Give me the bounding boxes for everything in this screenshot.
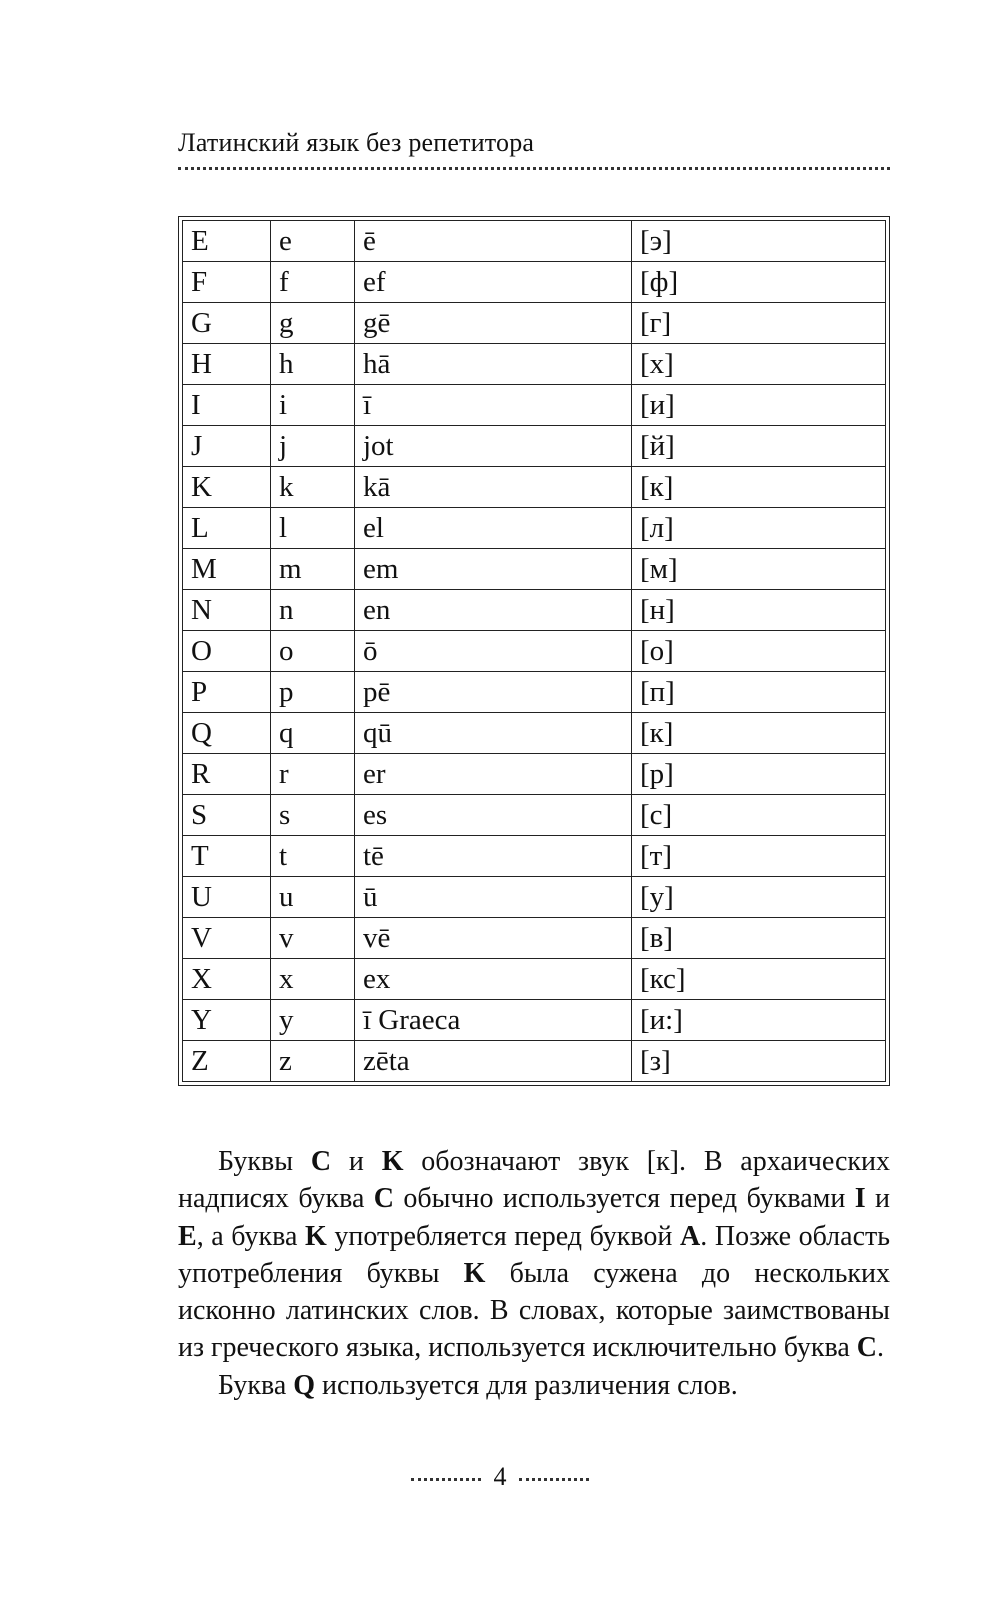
uppercase-cell: M (183, 549, 271, 590)
table-row (183, 344, 886, 385)
letter-name-cell: ī Graeca (355, 1000, 632, 1041)
pronunciation-cell: [х] (632, 344, 886, 385)
text-run: была сужена до нескольких исконно латинских слов. В словах, которые заимствованы из греческого языка, используется исключительно буква (178, 1257, 891, 1364)
lowercase-cell: n (271, 590, 355, 631)
pronunciation-cell: [й] (632, 426, 886, 467)
table-row (183, 385, 886, 426)
text-run: и (331, 1146, 382, 1177)
paragraph (178, 1367, 890, 1404)
letter-name-cell: pē (355, 672, 632, 713)
paragraph (178, 1143, 890, 1367)
letter-name-cell: es (355, 795, 632, 836)
pronunciation-cell: [с] (632, 795, 886, 836)
letter-name-cell: ī (355, 385, 632, 426)
letter-name-cell: ū (355, 877, 632, 918)
uppercase-cell: P (183, 672, 271, 713)
footer-dots-right (519, 1478, 589, 1481)
uppercase-cell: X (183, 959, 271, 1000)
text-run: и (865, 1183, 890, 1215)
pronunciation-cell: [л] (632, 508, 886, 549)
uppercase-cell: V (183, 918, 271, 959)
table-row (183, 467, 886, 508)
letter-name-cell: er (355, 754, 632, 795)
pronunciation-cell: [к] (632, 467, 886, 508)
text-run: . Позже область употребления буквы (178, 1220, 891, 1289)
uppercase-cell: S (183, 795, 271, 836)
lowercase-cell: q (271, 713, 355, 754)
pronunciation-cell: [э] (632, 221, 886, 262)
uppercase-cell: R (183, 754, 271, 795)
lowercase-cell: e (271, 221, 355, 262)
bold-letter: E (178, 1220, 197, 1252)
lowercase-cell: r (271, 754, 355, 795)
uppercase-cell: Z (183, 1041, 271, 1082)
uppercase-cell: I (183, 385, 271, 426)
lowercase-cell: h (271, 344, 355, 385)
letter-name-cell: hā (355, 344, 632, 385)
pronunciation-cell: [т] (632, 836, 886, 877)
table-row (183, 262, 886, 303)
letter-name-cell: vē (355, 918, 632, 959)
uppercase-cell: K (183, 467, 271, 508)
lowercase-cell: p (271, 672, 355, 713)
uppercase-cell: Y (183, 1000, 271, 1041)
pronunciation-cell: [н] (632, 590, 886, 631)
uppercase-cell: H (183, 344, 271, 385)
table-row (183, 508, 886, 549)
table-row (183, 1000, 886, 1041)
pronunciation-cell: [и] (632, 385, 886, 426)
pronunciation-cell: [п] (632, 672, 886, 713)
footer-dots-left (411, 1478, 481, 1481)
bold-letter: Q (293, 1369, 316, 1401)
table-row (183, 836, 886, 877)
alphabet-table (178, 216, 890, 1086)
bold-letter: K (463, 1257, 486, 1289)
text-run: используется для различения слов. (315, 1369, 738, 1401)
text-run: Буква (218, 1369, 294, 1401)
uppercase-cell: L (183, 508, 271, 549)
letter-name-cell: jot (355, 426, 632, 467)
letter-name-cell: el (355, 508, 632, 549)
uppercase-cell: G (183, 303, 271, 344)
page-number: 4 (493, 1462, 507, 1491)
table-row (183, 877, 886, 918)
lowercase-cell: t (271, 836, 355, 877)
uppercase-cell: J (183, 426, 271, 467)
bold-letter: K (381, 1146, 404, 1177)
text-run: обозначают звук [к]. В архаических надписях буква (178, 1146, 890, 1215)
uppercase-cell: T (183, 836, 271, 877)
letter-name-cell: ef (355, 262, 632, 303)
pronunciation-cell: [з] (632, 1041, 886, 1082)
text-run: , а буква (196, 1220, 305, 1252)
bold-letter: C (310, 1146, 332, 1177)
table-row (183, 549, 886, 590)
pronunciation-cell: [в] (632, 918, 886, 959)
letter-name-cell: zēta (355, 1041, 632, 1082)
header-dotted-rule (178, 167, 890, 170)
bold-letter: I (854, 1183, 866, 1215)
table-row (183, 918, 886, 959)
pronunciation-cell: [и:] (632, 1000, 886, 1041)
pronunciation-cell: [к] (632, 713, 886, 754)
table-row (183, 1041, 886, 1082)
table-row (183, 672, 886, 713)
uppercase-cell: N (183, 590, 271, 631)
bold-letter: A (680, 1220, 701, 1252)
table-row (183, 303, 886, 344)
letter-name-cell: ō (355, 631, 632, 672)
lowercase-cell: x (271, 959, 355, 1000)
page-footer (0, 1462, 1000, 1492)
table-row (183, 713, 886, 754)
table-row (183, 754, 886, 795)
lowercase-cell: v (271, 918, 355, 959)
lowercase-cell: k (271, 467, 355, 508)
pronunciation-cell: [кс] (632, 959, 886, 1000)
uppercase-cell: Q (183, 713, 271, 754)
pronunciation-cell: [м] (632, 549, 886, 590)
bold-letter: C (373, 1183, 394, 1215)
pronunciation-cell: [о] (632, 631, 886, 672)
text-run: . (877, 1332, 885, 1364)
pronunciation-cell: [у] (632, 877, 886, 918)
alphabet-table-body (183, 221, 886, 1082)
table-row (183, 221, 886, 262)
lowercase-cell: i (271, 385, 355, 426)
lowercase-cell: o (271, 631, 355, 672)
uppercase-cell: O (183, 631, 271, 672)
lowercase-cell: y (271, 1000, 355, 1041)
table-row (183, 795, 886, 836)
lowercase-cell: j (271, 426, 355, 467)
running-head: Латинский язык без репетитора (178, 128, 535, 157)
lowercase-cell: m (271, 549, 355, 590)
table-row (183, 590, 886, 631)
text-run: Буквы (218, 1146, 311, 1177)
letter-name-cell: ex (355, 959, 632, 1000)
body-text (178, 1143, 890, 1404)
uppercase-cell: F (183, 262, 271, 303)
uppercase-cell: U (183, 877, 271, 918)
uppercase-cell: E (183, 221, 271, 262)
letter-name-cell: kā (355, 467, 632, 508)
text-run: обычно используется перед буквами (394, 1183, 855, 1215)
letter-name-cell: tē (355, 836, 632, 877)
bold-letter: K (304, 1220, 327, 1252)
lowercase-cell: z (271, 1041, 355, 1082)
lowercase-cell: g (271, 303, 355, 344)
table-row (183, 631, 886, 672)
letter-name-cell: en (355, 590, 632, 631)
letter-name-cell: ē (355, 221, 632, 262)
lowercase-cell: s (271, 795, 355, 836)
lowercase-cell: u (271, 877, 355, 918)
letter-name-cell: em (355, 549, 632, 590)
table-row (183, 426, 886, 467)
pronunciation-cell: [г] (632, 303, 886, 344)
letter-name-cell: qū (355, 713, 632, 754)
text-run: употребляется перед буквой (326, 1220, 681, 1252)
pronunciation-cell: [ф] (632, 262, 886, 303)
pronunciation-cell: [р] (632, 754, 886, 795)
lowercase-cell: f (271, 262, 355, 303)
lowercase-cell: l (271, 508, 355, 549)
letter-name-cell: gē (355, 303, 632, 344)
table-row (183, 959, 886, 1000)
bold-letter: C (856, 1332, 878, 1364)
